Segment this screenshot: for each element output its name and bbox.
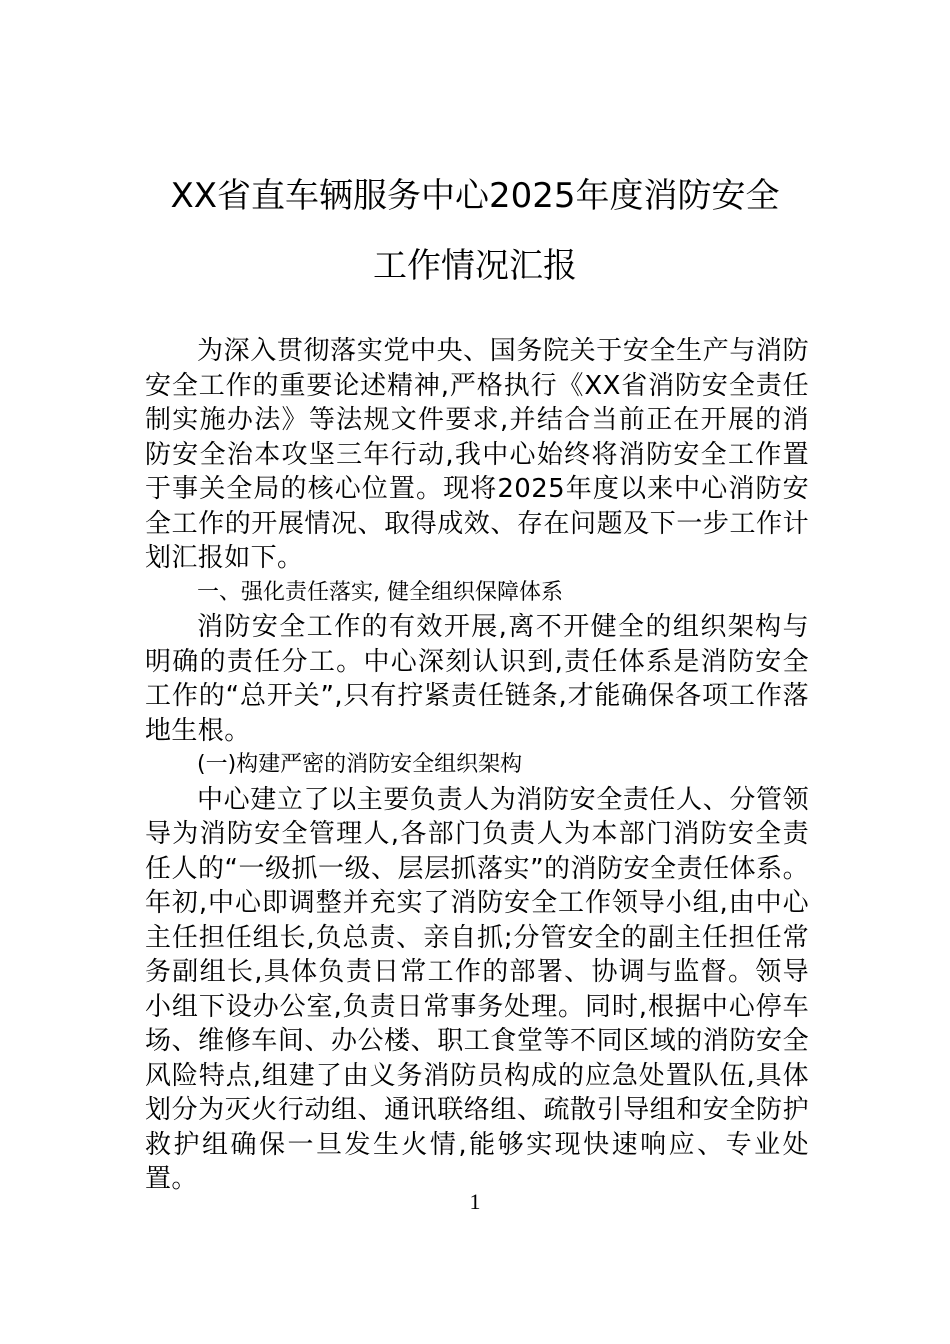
section-heading-1: 一、强化责任落实, 健全组织保障体系 [197, 579, 563, 605]
document-body [145, 334, 809, 1197]
subsection-1-paragraph: 中心建立了以主要负责人为消防安全责任人、分管领导为消防安全管理人,各部门负责人为本部门消防安全责任人的“一级抓一级、层层抓落实”的消防安全责任体系。年初,中心即调整并充实了消防安全工作领导小组,由中心主任担任组长,负总责、亲自抓;分管安全的副主任担任常务副组长,具体负责日常工作的部署、协调与监督。领导小组下设办公室,负责日常事务处理。同时,根据中心停车场、维修车间、办公楼、职工食堂等不同区域的消防安全风险特点,组建了由义务消防员构成的应急处置队伍,具体划分为灭火行动组、通讯联络组、疏散引导组和安全防护救护组确保一旦发生火情,能够实现快速响应、专业处置。 [145, 784, 809, 1194]
section-1-paragraph: 消防安全工作的有效开展,离不开健全的组织架构与明确的责任分工。中心深刻认识到,责任体系是消防安全工作的“总开关”,只有拧紧责任链条,才能确保各项工作落地生根。 [145, 612, 809, 746]
intro-paragraph: 为深入贯彻落实党中央、国务院关于安全生产与消防安全工作的重要论述精神,严格执行《XX省消防安全责任制实施办法》等法规文件要求,并结合当前正在开展的消防安全治本攻坚三年行动,我中心始终将消防安全工作置于事关全局的核心位置。现将2025年度以来中心消防安全工作的开展情况、取得成效、存在问题及下一步工作计划汇报如下。 [145, 336, 809, 573]
subsection-heading-1: (一)构建严密的消防安全组织架构 [197, 752, 523, 777]
document-title-line-1: XX省直车辆服务中心2025年度消防安全 [170, 176, 780, 216]
page-number: 1 [469, 1189, 481, 1214]
document-title-line-2: 工作情况汇报 [373, 246, 577, 286]
